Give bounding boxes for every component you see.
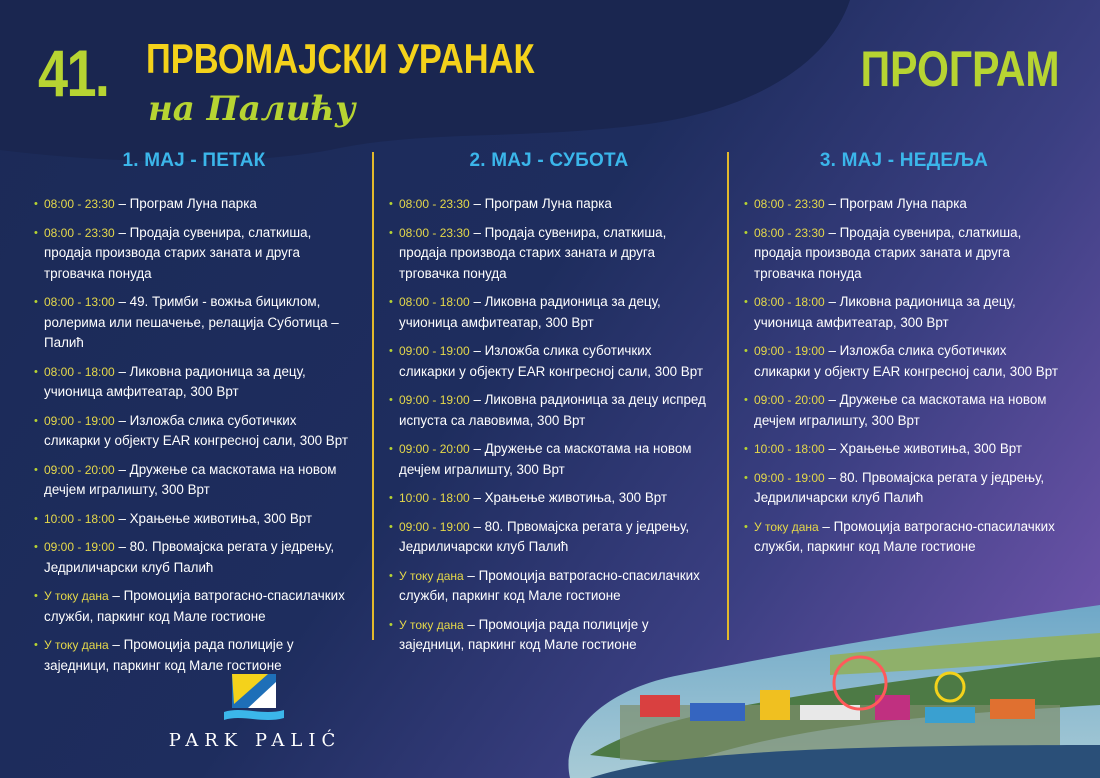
entry-description: – Храњење животиња, 300 Врт [469,490,668,505]
schedule-entry [744,223,1064,285]
entry-description: – Ликовна радионица за децу испред испуста са лавовима, 300 Врт [399,392,706,428]
entry-description: – Програм Луна парка [824,196,967,211]
entry-description: – Програм Луна парка [114,196,257,211]
column-separator [372,152,374,640]
entry-time: 09:00 - 19:00 [399,519,470,534]
schedule-entry [389,390,709,431]
day-title: 2. МАЈ - СУБОТА [469,150,629,171]
entry-description: – 80. Првомајска регата у једрењу, Једриличарски клуб Палић [399,518,690,554]
schedule-entry [389,488,709,509]
schedule-entry [744,194,1064,215]
schedule-entry [744,439,1064,460]
schedule-entry [34,411,354,452]
entry-description: – Изложба слика суботичких сликарки у објекту EAR конгресној сали, 300 Врт [399,343,704,379]
entry-time: 08:00 - 23:30 [754,197,825,211]
schedule-entry [34,509,354,530]
entry-time: У току дана [754,519,819,534]
schedule-entry [34,292,354,354]
entry-time: У току дана [44,638,109,652]
entry-time: 08:00 - 23:30 [399,225,470,240]
entry-description: – Промоција ватрогасно-спасилачких служби, паркинг код Мале гостионе [399,567,700,603]
entry-description: – Изложба слика суботичких сликарки у објекту EAR конгресној сали, 300 Врт [44,412,349,448]
entry-description: – Дружење са маскотама на новом дечјем игралишту, 300 Врт [44,461,337,497]
schedule-list [389,194,709,656]
entry-time: 08:00 - 23:30 [399,197,470,211]
schedule-entry [389,341,709,382]
entry-description: – Дружење са маскотама на новом дечјем игралишту, 300 Врт [754,392,1047,428]
schedule-entry [744,468,1064,509]
day-title: 3. МАЈ - НЕДЕЉА [819,150,989,171]
entry-description: – 80. Првомајска регата у једрењу, Једриличарски клуб Палић [44,539,335,575]
entry-time: 10:00 - 18:00 [399,491,470,505]
day-title: 1. МАЈ - ПЕТАК [122,150,266,171]
day-column-3 [744,150,1064,566]
entry-description: – Изложба слика суботичких сликарки у објекту EAR конгресној сали, 300 Врт [754,343,1059,379]
entry-time: 09:00 - 19:00 [399,393,470,407]
entry-description: – Храњење животиња, 300 Врт [824,441,1023,456]
entry-description: – 49. Тримби - вожња бициклом, ролерима или пешачење, релација Суботица – Палић [44,294,339,350]
entry-time: У току дана [399,568,464,583]
schedule-entry [389,439,709,480]
event-subtitle: на Палићу [148,89,356,129]
entry-description: – Програм Луна парка [469,196,612,211]
entry-time: 09:00 - 20:00 [44,462,115,477]
park-palic-logo-icon [150,668,360,728]
schedule-entry [389,517,709,558]
event-title: ПРВОМАЈСКИ УРАНАК [146,35,535,82]
entry-time: 08:00 - 18:00 [399,295,470,309]
edition-number: 41. [38,36,109,110]
entry-time: 10:00 - 18:00 [754,442,825,456]
schedule-entry [389,223,709,285]
schedule-entry [34,537,354,578]
day-column-2 [389,150,709,664]
entry-description: – Дружење са маскотама на новом дечјем игралишту, 300 Врт [399,441,692,477]
schedule-entry [744,292,1064,333]
entry-time: 08:00 - 18:00 [44,364,115,379]
entry-time: 08:00 - 13:00 [44,295,115,309]
entry-time: 08:00 - 23:30 [44,225,115,240]
schedule-entry [389,292,709,333]
entry-description: – Продаја сувенира, слаткиша, продаја производа старих заната и друга трговачка понуда [44,224,312,281]
entry-description: – Продаја сувенира, слаткиша, продаја производа старих заната и друга трговачка понуда [754,224,1022,281]
entry-time: 08:00 - 23:30 [754,225,825,240]
schedule-entry [34,223,354,285]
schedule-list [744,194,1064,558]
schedule-entry [34,460,354,501]
park-palic-logo [150,668,360,768]
schedule-entry [744,390,1064,431]
column-separator [727,152,729,640]
entry-time: 08:00 - 23:30 [44,197,115,211]
schedule-entry [744,341,1064,382]
day-column-1 [34,150,354,684]
schedule-entry [34,194,354,215]
entry-description: – Ликовна радионица за децу, учионица амфитеатар, 300 Врт [754,294,1016,330]
entry-description: – Храњење животиња, 300 Врт [114,510,313,526]
schedule-entry [34,362,354,403]
entry-time: 09:00 - 19:00 [44,413,115,428]
program-heading: ПРОГРАМ [861,41,1060,97]
entry-time: У току дана [44,589,109,603]
entry-time: 10:00 - 18:00 [44,511,115,526]
entry-description: – Промоција рада полиције у заједници, паркинг код Мале гостионе [44,637,294,673]
entry-time: 09:00 - 19:00 [754,344,825,358]
entry-time: 08:00 - 18:00 [754,295,825,309]
entry-time: 09:00 - 20:00 [399,442,470,456]
schedule-list [34,194,354,676]
amusement-park-aerial-photo [530,595,1100,778]
entry-time: 09:00 - 19:00 [44,540,115,554]
entry-description: – Ликовна радионица за децу, учионица амфитеатар, 300 Врт [399,294,661,330]
entry-description: – Промоција ватрогасно-спасилачких служби, паркинг код Мале гостионе [44,588,345,624]
entry-time: 09:00 - 19:00 [399,344,470,358]
schedule-entry [744,517,1064,558]
entry-description: – Промоција ватрогасно-спасилачких служби, паркинг код Мале гостионе [754,518,1055,554]
entry-time: 09:00 - 20:00 [754,393,825,407]
schedule-entry [34,586,354,627]
entry-description: – 80. Првомајска регата у једрењу, Једриличарски клуб Палић [754,469,1045,505]
entry-time: 09:00 - 19:00 [754,470,825,485]
entry-description: – Продаја сувенира, слаткиша, продаја производа старих заната и друга трговачка понуда [399,224,667,281]
logo-text: PARK PALIĆ [168,730,342,751]
entry-description: – Промоција рада полиције у заједници, паркинг код Мале гостионе [399,616,649,652]
entry-time: У току дана [399,617,464,632]
schedule-entry [389,194,709,215]
entry-description: – Ликовна радионица за децу, учионица амфитеатар, 300 Врт [44,363,306,399]
